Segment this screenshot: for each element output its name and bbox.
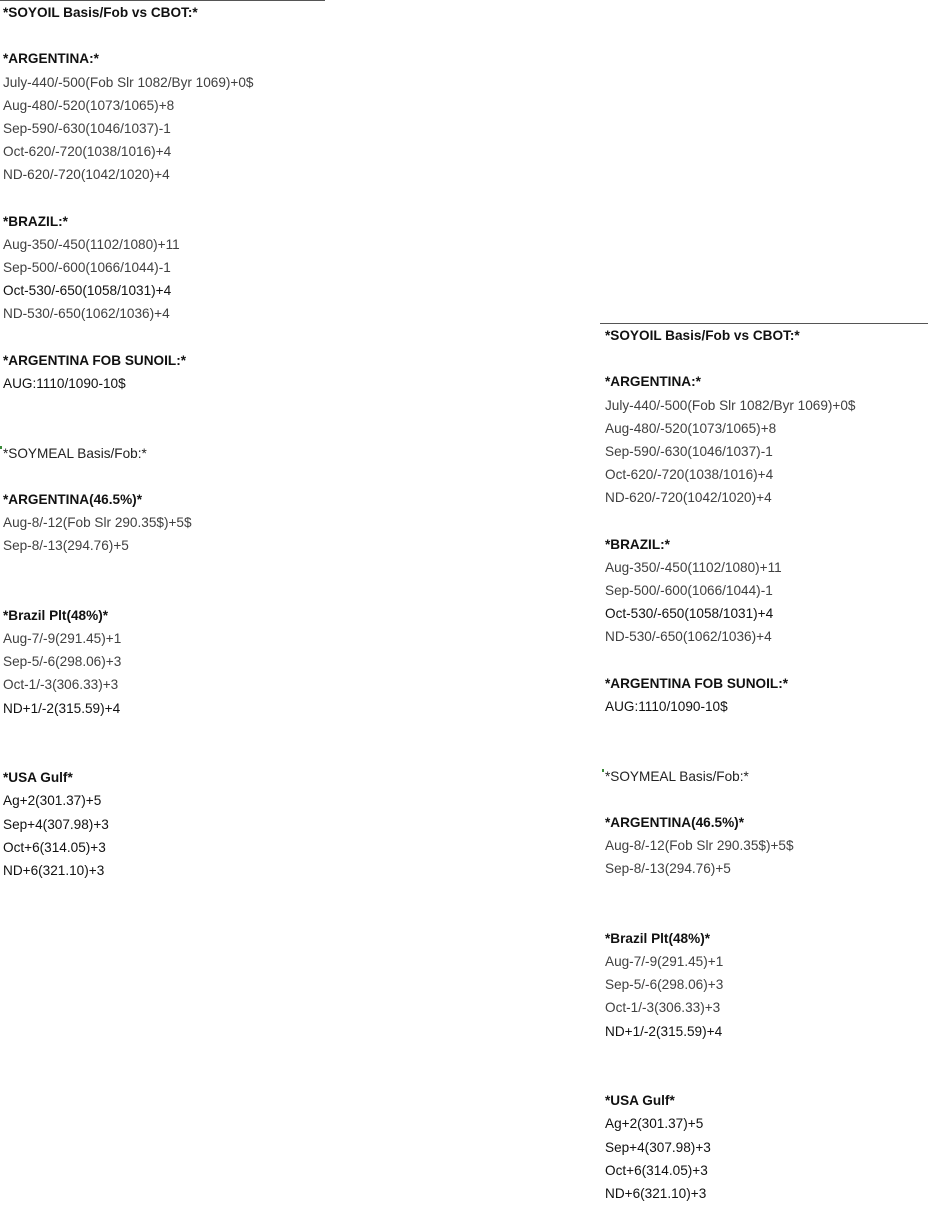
soymeal-brazil-row: Aug-7/-9(291.45)+1 <box>605 954 724 970</box>
report-copy-right <box>602 323 930 1205</box>
soyoil-brazil-row: ND-530/-650(1062/1036)+4 <box>3 306 170 322</box>
soymeal-brazil-row: Sep-5/-6(298.06)+3 <box>3 654 122 670</box>
soyoil-brazil-row: Aug-350/-450(1102/1080)+11 <box>605 559 782 575</box>
soyoil-brazil-row: Sep-500/-600(1066/1044)-1 <box>3 260 171 276</box>
soyoil-argentina-row: Oct-620/-720(1038/1016)+4 <box>3 144 172 160</box>
soymeal-brazil-row: Oct-1/-3(306.33)+3 <box>3 677 119 693</box>
soymeal-brazil-row: Oct-1/-3(306.33)+3 <box>605 1000 721 1016</box>
soyoil-title: *SOYOIL Basis/Fob vs CBOT:* <box>605 328 800 343</box>
usa-gulf-row: Ag+2(301.37)+5 <box>3 793 102 809</box>
soyoil-argentina-row: Aug-480/-520(1073/1065)+8 <box>605 420 777 436</box>
soyoil-brazil-row: Oct-530/-650(1058/1031)+4 <box>605 606 774 622</box>
soyoil-argentina-heading: *ARGENTINA:* <box>605 374 701 390</box>
soymeal-brazil-row: Aug-7/-9(291.45)+1 <box>3 631 122 647</box>
soymeal-brazil-row: ND+1/-2(315.59)+4 <box>3 700 121 716</box>
soyoil-argentina-row: ND-620/-720(1042/1020)+4 <box>605 490 772 506</box>
soyoil-brazil-heading: *BRAZIL:* <box>3 213 68 229</box>
soymeal-argentina-heading: *ARGENTINA(46.5%)* <box>3 491 142 507</box>
soymeal-title: *SOYMEAL Basis/Fob:* <box>602 765 930 788</box>
soyoil-brazil-row: Sep-500/-600(1066/1044)-1 <box>605 583 773 599</box>
soyoil-brazil-heading: *BRAZIL:* <box>605 536 670 552</box>
soyoil-argentina-row: Oct-620/-720(1038/1016)+4 <box>605 467 774 483</box>
sunoil-heading: *ARGENTINA FOB SUNOIL:* <box>3 352 187 368</box>
usa-gulf-heading: *USA Gulf* <box>605 1093 675 1109</box>
report-copy-left <box>0 0 330 882</box>
sunoil-row: AUG:1110/1090-10$ <box>3 376 126 391</box>
usa-gulf-row: ND+6(321.10)+3 <box>605 1185 707 1201</box>
soyoil-argentina-row: July-440/-500(Fob Slr 1082/Byr 1069)+0$ <box>605 397 856 413</box>
soymeal-brazil-heading: *Brazil Plt(48%)* <box>3 607 109 623</box>
soyoil-brazil-row: Oct-530/-650(1058/1031)+4 <box>3 283 172 299</box>
sunoil-heading: *ARGENTINA FOB SUNOIL:* <box>605 675 789 691</box>
soyoil-brazil-row: ND-530/-650(1062/1036)+4 <box>605 629 772 645</box>
soyoil-title: *SOYOIL Basis/Fob vs CBOT:* <box>3 5 198 20</box>
usa-gulf-row: Sep+4(307.98)+3 <box>3 816 109 832</box>
usa-gulf-row: Oct+6(314.05)+3 <box>605 1162 708 1178</box>
soyoil-argentina-heading: *ARGENTINA:* <box>3 51 99 67</box>
soymeal-argentina-row: Sep-8/-13(294.76)+5 <box>605 861 731 877</box>
usa-gulf-row: Ag+2(301.37)+5 <box>605 1116 704 1132</box>
soymeal-argentina-row: Aug-8/-12(Fob Slr 290.35$)+5$ <box>605 838 794 854</box>
usa-gulf-row: Oct+6(314.05)+3 <box>3 839 106 855</box>
soymeal-brazil-heading: *Brazil Plt(48%)* <box>605 930 711 946</box>
soymeal-title: *SOYMEAL Basis/Fob:* <box>0 442 330 465</box>
soyoil-argentina-row: Sep-590/-630(1046/1037)-1 <box>605 443 773 459</box>
sunoil-row: AUG:1110/1090-10$ <box>605 699 728 714</box>
usa-gulf-row: ND+6(321.10)+3 <box>3 862 105 878</box>
soyoil-argentina-row: Sep-590/-630(1046/1037)-1 <box>3 120 171 136</box>
usa-gulf-row: Sep+4(307.98)+3 <box>605 1139 711 1155</box>
soymeal-brazil-row: Sep-5/-6(298.06)+3 <box>605 977 724 993</box>
soymeal-argentina-heading: *ARGENTINA(46.5%)* <box>605 814 744 830</box>
usa-gulf-heading: *USA Gulf* <box>3 770 73 786</box>
soyoil-argentina-row: ND-620/-720(1042/1020)+4 <box>3 167 170 183</box>
soyoil-argentina-row: July-440/-500(Fob Slr 1082/Byr 1069)+0$ <box>3 74 254 90</box>
soymeal-argentina-row: Sep-8/-13(294.76)+5 <box>3 538 129 554</box>
soymeal-brazil-row: ND+1/-2(315.59)+4 <box>605 1023 723 1039</box>
soyoil-brazil-row: Aug-350/-450(1102/1080)+11 <box>3 236 180 252</box>
soyoil-argentina-row: Aug-480/-520(1073/1065)+8 <box>3 97 175 113</box>
soymeal-argentina-row: Aug-8/-12(Fob Slr 290.35$)+5$ <box>3 515 192 531</box>
